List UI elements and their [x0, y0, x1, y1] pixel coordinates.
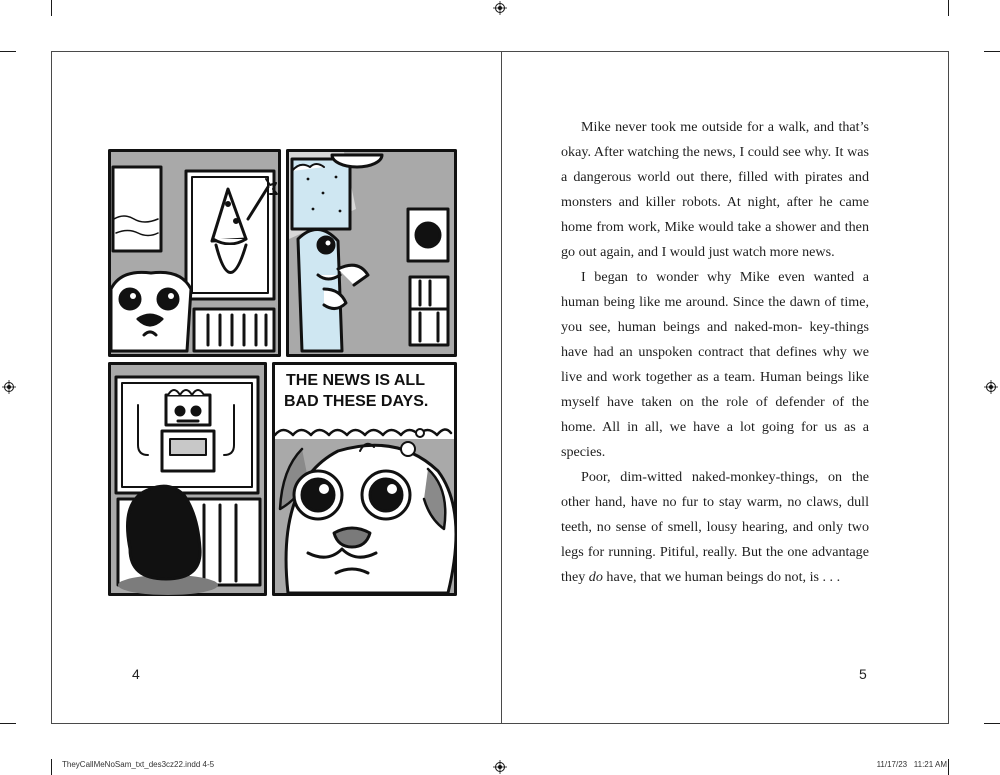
text-line: I began to wonder why Mike even wanted a: [581, 269, 869, 285]
slug-filename: TheyCallMeNoSam_txt_des3cz22.indd 4-5: [62, 760, 215, 769]
paragraph: [561, 265, 869, 465]
text-line: of defender of the home. All in all, we have a lot: [561, 394, 869, 435]
registration-mark-icon: [2, 380, 16, 394]
text-line: night, after he came home from work, Mike would: [561, 194, 869, 235]
text-line: with pirates and monsters and killer robots. At: [561, 169, 869, 210]
text-line: defines why we live and work together as a team.: [561, 344, 870, 385]
text-line: take a shower and then go out again, and I would: [561, 219, 869, 260]
text-line: that’s okay. After watching the news, I could see: [561, 119, 869, 160]
paragraph: [561, 465, 869, 590]
text-line: why. It was a dangerous world out there, filled: [561, 144, 869, 185]
text-line: key-things have had an unspoken contract that: [561, 319, 869, 360]
book-spread: [51, 51, 949, 724]
emphasis-word: do: [588, 569, 603, 585]
comic-panel-wizard: [110, 151, 280, 356]
text-line: the one advantage they: [561, 544, 869, 585]
crop-mark: [51, 0, 52, 16]
registration-mark-icon: [493, 760, 507, 774]
text-line: dull teeth, no sense of smell, lousy hearing, and: [561, 494, 869, 535]
text-line: human being like me around. Since the dawn: [561, 294, 821, 310]
body-text: [561, 115, 869, 590]
comic-caption-line: BAD THESE DAYS.: [284, 393, 429, 410]
text-line: Mike never took me outside for a walk, and: [581, 119, 835, 135]
text-line: beings do not, is . . .: [726, 569, 841, 585]
registration-mark-icon: [984, 380, 998, 394]
crop-mark: [0, 723, 16, 724]
text-line: only two legs for running. Pitiful, really. But: [561, 519, 869, 560]
comic-caption-line: THE NEWS IS ALL: [286, 372, 425, 389]
page-number-right: 5: [859, 666, 867, 682]
slug-timestamp: [877, 760, 947, 769]
paragraph: [561, 115, 869, 265]
text-line: other hand, have no fur to stay warm, no claws,: [561, 494, 843, 510]
crop-mark: [948, 759, 949, 775]
page-gutter: [501, 52, 502, 723]
comic-panel-window: [288, 151, 456, 356]
crop-mark: [984, 723, 1000, 724]
slug-date: 11/17/23: [876, 760, 908, 769]
crop-mark: [948, 0, 949, 16]
text-line: going for us as a species.: [561, 419, 869, 460]
crop-mark: [0, 51, 16, 52]
text-line: have, that we human: [602, 569, 724, 585]
comic-panel-robot: [110, 364, 266, 596]
text-line: of time, you see, human beings and naked-mon-: [561, 294, 869, 335]
page-number-left: 4: [132, 666, 140, 682]
crop-mark: [984, 51, 1000, 52]
text-line: Human beings like myself have taken on the role: [561, 369, 869, 410]
comic-illustration: [108, 149, 457, 596]
crop-mark: [51, 759, 52, 775]
text-line: Poor, dim-witted naked-monkey-things, on the: [581, 469, 869, 485]
registration-mark-icon: [493, 1, 507, 15]
text-line: just watch more news.: [708, 244, 835, 260]
slug-time: 11:21 AM: [913, 760, 947, 769]
